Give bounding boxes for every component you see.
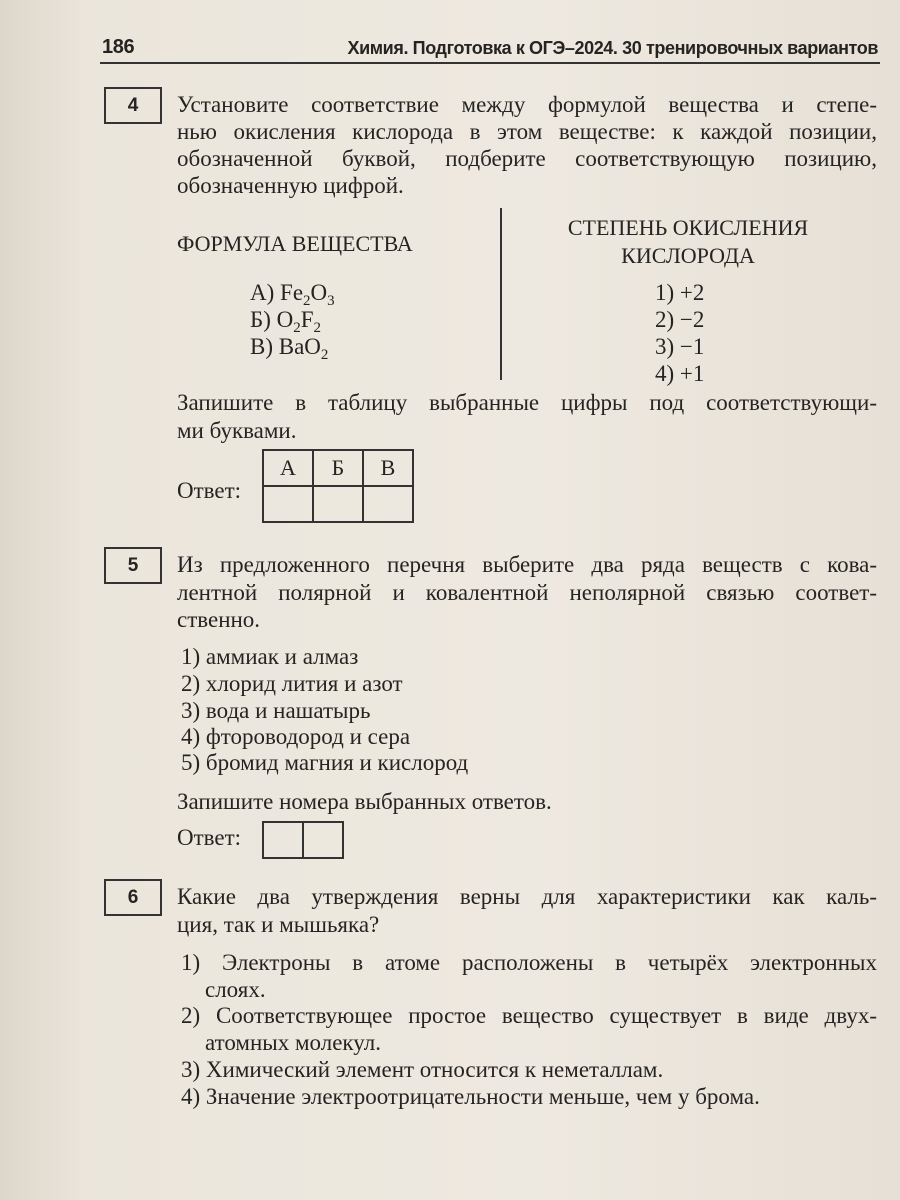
formula-part: BaO [278,334,321,359]
oxidation-option: 1) +2 [655,280,705,305]
page-number: 186 [102,36,135,58]
formula-item [250,306,322,336]
formula-part: Fe [280,280,304,305]
answer-cell[interactable] [313,486,363,522]
formula-subscript: 3 [327,293,335,309]
answer-option-continuation: атомных молекул. [205,1030,381,1055]
formula-subscript: 2 [320,347,329,363]
oxidation-column-header: СТЕПЕНЬ ОКИСЛЕНИЯ [567,215,809,240]
oxidation-option: 2) −2 [655,307,705,332]
answer-cell[interactable] [303,822,343,858]
book-title: Химия. Подготовка к ОГЭ–2024. 30 тренировочных вариантов [347,38,878,58]
task-text-line: ция, так и мышьяка? [177,912,380,937]
answer-column-header: В [363,450,413,486]
answer-option: 3) вода и нашатырь [181,698,371,723]
formula-label: Б) [250,307,271,332]
answer-table [262,449,414,523]
answer-option: 1) Электроны в атоме расположены в четырёх электронных [181,950,877,975]
task-number: 4 [104,87,162,124]
answer-label: Ответ: [177,478,242,503]
task-number: 5 [104,547,162,584]
answer-option: 2) хлорид лития и азот [181,671,403,696]
answer-column-header: А [263,450,313,486]
header-rule [100,62,880,64]
oxidation-option: 4) +1 [655,361,705,386]
answer-option-continuation: слоях. [205,977,266,1002]
instruction-line: Запишите номера выбранных ответов. [177,789,552,814]
formula-part: O [310,280,328,305]
formula-column-header: ФОРМУЛА ВЕЩЕСТВА [177,231,413,256]
answer-cell[interactable] [363,486,413,522]
answer-column-header: Б [313,450,363,486]
task-text-line: Установите соответствие между формулой вещества и степе- [177,92,877,117]
answer-option: 3) Химический элемент относится к неметаллам. [181,1057,664,1082]
formula-part: O [276,307,294,332]
formula-subscript: 2 [313,320,322,336]
answer-cell[interactable] [263,486,313,522]
answer-option: 1) аммиак и алмаз [181,644,359,669]
task-text-line: лентной полярной и ковалентной неполярной связью соответ- [177,580,877,605]
answer-option: 5) бромид магния и кислород [181,750,469,775]
answer-label: Ответ: [177,825,242,850]
answer-option: 4) Значение электроотрицательности меньше, чем у брома. [181,1084,760,1109]
task-text-line: Из предложенного перечня выберите два ряда веществ с кова- [177,552,877,577]
task-text-line: нью окисления кислорода в этом веществе: к каждой позиции, [177,119,877,144]
instruction-line: ми буквами. [177,418,297,443]
task-number: 6 [104,879,162,916]
formula-part: F [300,307,314,332]
task-text-line: обозначенной буквой, подберите соответствующую позицию, [177,146,877,171]
formula-item [250,279,335,309]
answer-table [262,821,344,859]
task-text-line: обозначенную цифрой. [177,173,404,198]
formula-item [250,333,329,363]
formula-label: В) [250,334,273,359]
formula-subscript: 2 [303,293,311,309]
task-text-line: ственно. [177,607,261,632]
oxidation-option: 3) −1 [655,334,705,359]
answer-option: 2) Соответствующее простое вещество существует в виде двух- [181,1003,877,1028]
formula-label: А) [250,280,275,305]
task-text-line: Какие два утверждения верны для характеристики как каль- [177,884,877,909]
formula-subscript: 2 [293,320,301,336]
answer-option: 4) фтороводород и сера [181,724,411,749]
answer-cell[interactable] [263,822,303,858]
instruction-line: Запишите в таблицу выбранные цифры под соответствующи- [177,390,877,415]
oxidation-column-header: КИСЛОРОДА [621,243,755,268]
